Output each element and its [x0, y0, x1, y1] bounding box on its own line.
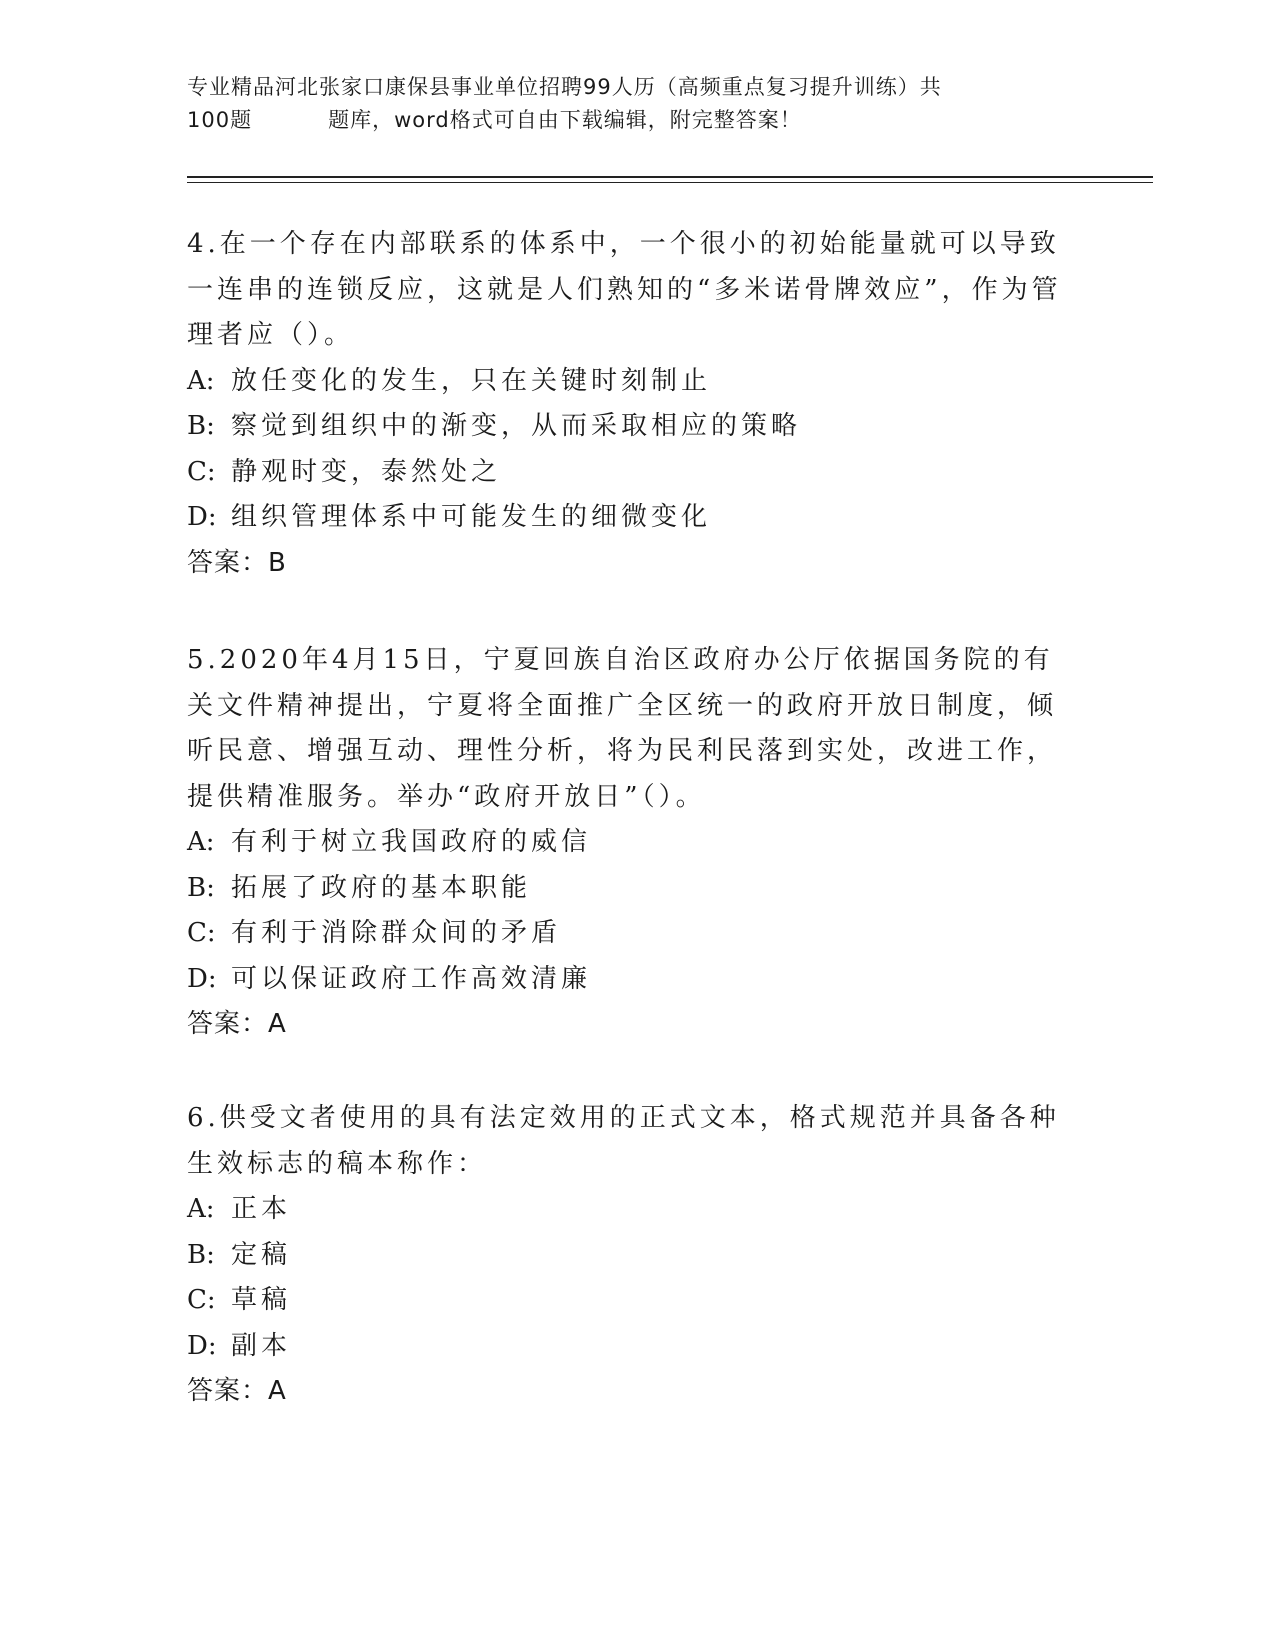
- option-b: B: 拓展了政府的基本职能: [187, 872, 532, 903]
- header-count: 100题: [187, 108, 253, 132]
- option-a: A: 放任变化的发生，只在关键时刻制止: [187, 365, 712, 396]
- question-4: [187, 222, 1067, 586]
- question-5: [187, 638, 1067, 1048]
- question-6: [187, 1096, 1067, 1415]
- document-header: [187, 71, 1087, 137]
- answer: 答案：B: [187, 547, 287, 578]
- option-c: C: 静观时变，泰然处之: [187, 456, 502, 487]
- option-c: C: 有利于消除群众间的矛盾: [187, 918, 562, 948]
- header-divider-thin: [187, 182, 1153, 183]
- answer: 答案：A: [187, 1009, 287, 1039]
- option-c: C: 草稿: [187, 1285, 292, 1315]
- option-d: D: 组织管理体系中可能发生的细微变化: [187, 502, 712, 532]
- option-a: A: 有利于树立我国政府的威信: [187, 827, 592, 857]
- question-text: 5.2020年4月15日，宁夏回族自治区政府办公厅依据国务院的有关文件精神提出，宁夏将全面推广全区统一的政府开放日制度，倾听民意、增强互动、理性分析，将为民利民落到实处，改进工作，提供精准服务。举办“政府开放日”（）。: [187, 645, 1058, 812]
- header-line-1: 专业精品河北张家口康保县事业单位招聘99人历（高频重点复习提升训练）共: [187, 75, 942, 99]
- option-a: A: 正本: [187, 1194, 292, 1224]
- option-b: B: 察觉到组织中的渐变，从而采取相应的策略: [187, 411, 802, 441]
- option-d: D: 副本: [187, 1330, 292, 1361]
- header-description: 题库，word格式可自由下载编辑，附完整答案！: [328, 108, 802, 132]
- option-b: B: 定稿: [187, 1239, 292, 1270]
- option-d: D: 可以保证政府工作高效清廉: [187, 963, 592, 994]
- question-text: 6.供受文者使用的具有法定效用的正式文本，格式规范并具备各种生效标志的稿本称作：: [187, 1103, 1060, 1179]
- question-text: 4.在一个存在内部联系的体系中，一个很小的初始能量就可以导致一连串的连锁反应，这就是人们熟知的“多米诺骨牌效应”，作为管理者应（）。: [187, 229, 1062, 350]
- answer: 答案：A: [187, 1376, 287, 1406]
- header-line-2: [187, 104, 1087, 137]
- header-divider-thick: [187, 176, 1153, 178]
